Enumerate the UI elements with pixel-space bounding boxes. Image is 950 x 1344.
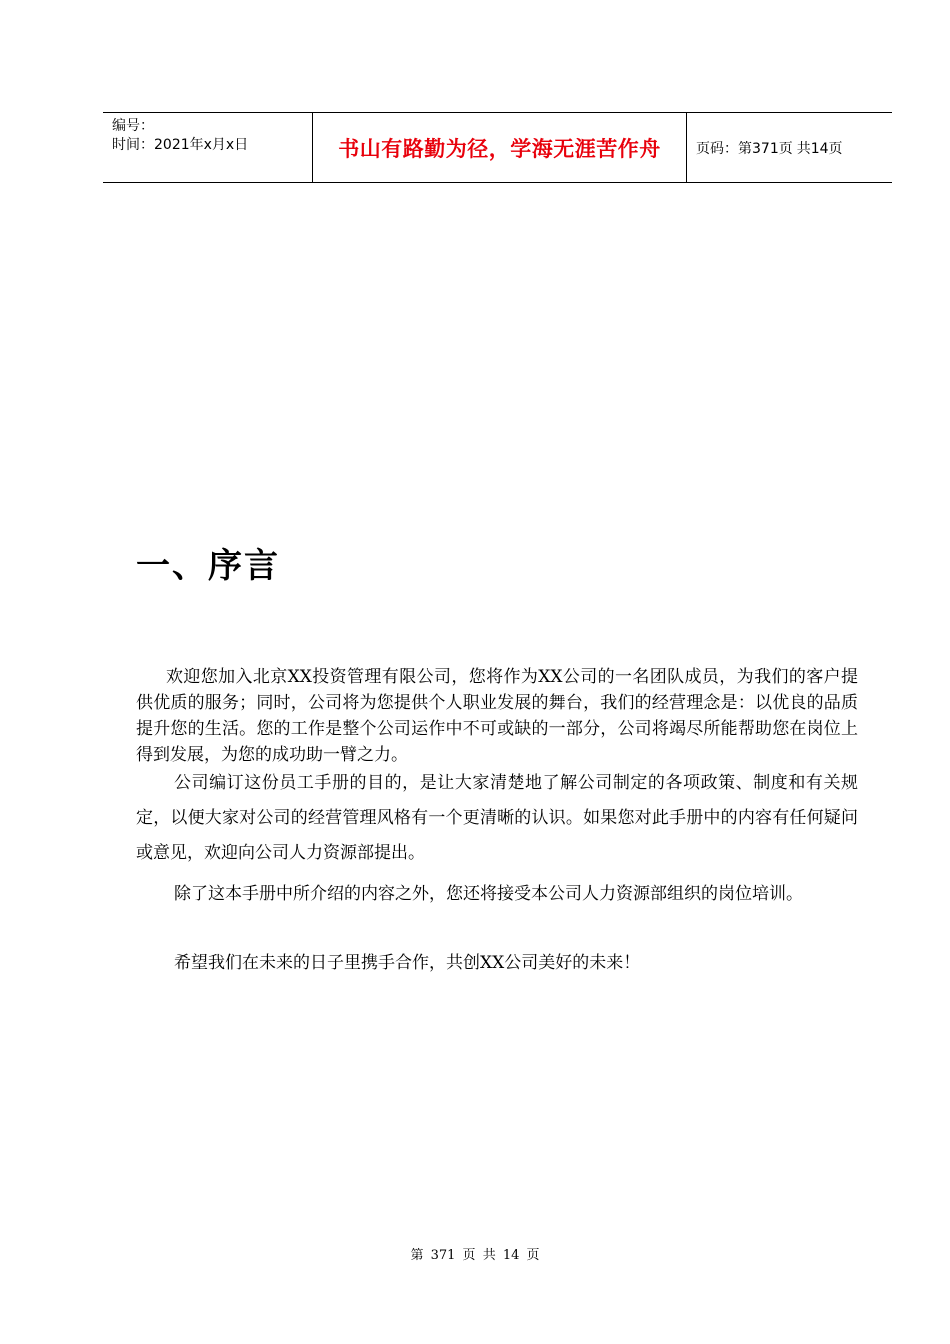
paragraph-closing: 希望我们在未来的日子里携手合作，共创XX公司美好的未来！ xyxy=(174,953,641,973)
doc-number-label: 编号： xyxy=(112,118,154,134)
header-page-label: 页码：第371页 xyxy=(696,140,793,157)
doc-time-label: 时间：2021年x月x日 xyxy=(112,137,249,153)
paragraph-purpose: 公司编订这份员工手册的目的，是让大家清楚地了解公司制定的各项政策、制度和有关规定，以便大家对公司的经营管理风格有一个更清晰的认识。如果您对此手册中的内容有任何疑问或意见，欢迎向公司人力资源部提出。 xyxy=(136,773,858,863)
page-footer: 第 371 页 共 14 页 xyxy=(410,1248,540,1263)
paragraph-welcome: 欢迎您加入北京XX投资管理有限公司，您将作为XX公司的一名团队成员，为我们的客户提供优质的服务；同时，公司将为您提供个人职业发展的舞台，我们的经营理念是：以优良的品质提升您的生活。您的工作是整个公司运作中不可或缺的一部分，公司将竭尽所能帮助您在岗位上得到发展，为您的成功助一臂之力。 xyxy=(136,667,858,765)
header-meta xyxy=(103,113,313,182)
header-total-label: 共14页 xyxy=(796,140,843,157)
page-header xyxy=(103,112,892,183)
paragraph-training: 除了这本手册中所介绍的内容之外，您还将接受本公司人力资源部组织的岗位培训。 xyxy=(174,884,803,904)
header-page-info xyxy=(687,113,892,182)
section-title: 一、序言 xyxy=(136,546,280,586)
header-motto: 书山有路勤为径，学海无涯苦作舟 xyxy=(313,113,687,182)
